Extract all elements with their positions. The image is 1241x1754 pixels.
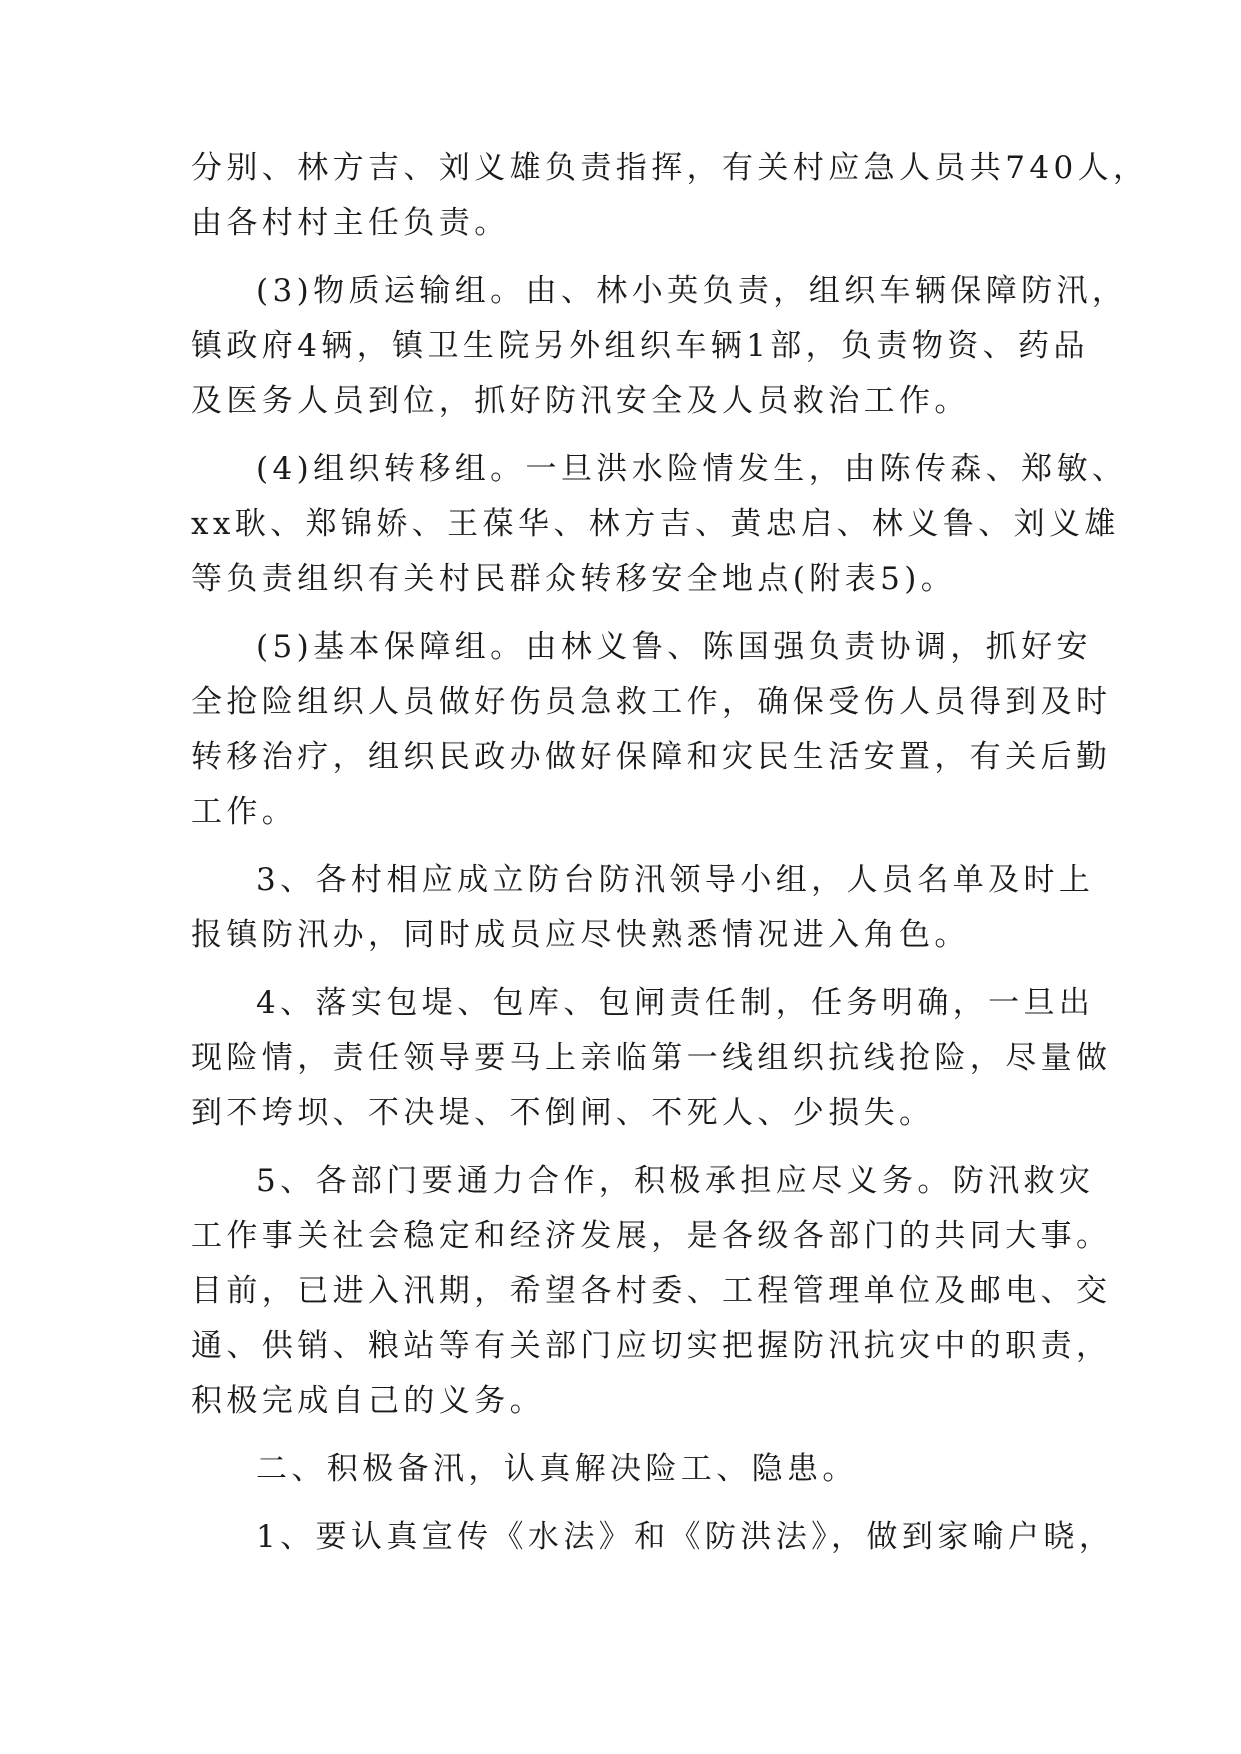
- text-line: 工作。: [191, 794, 298, 830]
- text-line: 到不垮坝、不决堤、不倒闸、不死人、少损失。: [191, 1095, 935, 1131]
- text-line: 现险情，责任领导要马上亲临第一线组织抗线抢险，尽量做: [191, 1040, 1112, 1076]
- text-line: 5、各部门要通力合作，积极承担应尽义务。防汛救灾: [256, 1163, 1095, 1199]
- text-line: 3、各村相应成立防台防汛领导小组，人员名单及时上: [256, 862, 1095, 898]
- text-line: 镇政府4辆，镇卫生院另外组织车辆1部，负责物资、药品: [191, 328, 1089, 364]
- text-line: 工作事关社会稳定和经济发展，是各级各部门的共同大事。: [191, 1218, 1112, 1254]
- text-line: 4、落实包堤、包库、包闸责任制，任务明确，一旦出: [256, 985, 1095, 1021]
- text-line: 积极完成自己的义务。: [191, 1383, 545, 1419]
- text-line: 通、供销、粮站等有关部门应切实把握防汛抗灾中的职责，: [191, 1328, 1112, 1364]
- text-line: 全抢险组织人员做好伤员急救工作，确保受伤人员得到及时: [191, 684, 1112, 720]
- text-line: 等负责组织有关村民群众转移安全地点(附表5)。: [191, 561, 957, 597]
- text-line: 由各村村主任负责。: [191, 205, 510, 241]
- section-heading: 二、积极备汛，认真解决险工、隐患。: [256, 1451, 858, 1487]
- text-line: (3)物质运输组。由、林小英负责，组织车辆保障防汛，: [256, 273, 1128, 309]
- text-line: 转移治疗，组织民政办做好保障和灾民生活安置，有关后勤: [191, 739, 1112, 775]
- text-line: 报镇防汛办，同时成员应尽快熟悉情况进入角色。: [191, 917, 970, 953]
- text-line: 及医务人员到位，抓好防汛安全及人员救治工作。: [191, 383, 970, 419]
- text-line: (4)组织转移组。一旦洪水险情发生，由陈传森、郑敏、: [256, 451, 1128, 487]
- text-line: xx耿、郑锦娇、王葆华、林方吉、黄忠启、林义鲁、刘义雄: [191, 506, 1120, 542]
- text-line: (5)基本保障组。由林义鲁、陈国强负责协调，抓好安: [256, 629, 1092, 665]
- text-line: 分别、林方吉、刘义雄负责指挥，有关村应急人员共740人，: [191, 150, 1149, 186]
- text-line: 目前，已进入汛期，希望各村委、工程管理单位及邮电、交: [191, 1273, 1112, 1309]
- text-line: 1、要认真宣传《水法》和《防洪法》，做到家喻户晓，: [256, 1519, 1115, 1555]
